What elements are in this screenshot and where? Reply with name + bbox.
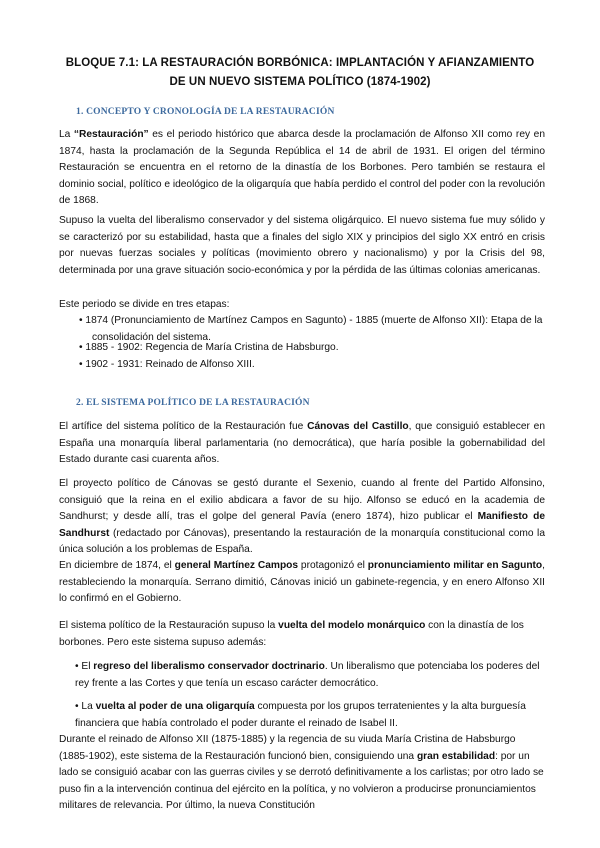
s1-paragraph-2: Supuso la vuelta del liberalismo conservador y del sistema oligárquico. El nuevo sistema fue muy sólido y se caracterizó por su estabilidad, hasta que a finales del siglo XIX y principios del siglo XX entró en crisis por nuevas fuerzas sociales y políticas (movimiento obrero y nacionalismo) y por la Crisis del 98, determinada por una grave situación socio-económica y por la pérdida de las últimas colonias americanas. [59,215,545,276]
s2-paragraph-2: El proyecto político de Cánovas se gestó durante el Sexenio, cuando al frente del Partido Alfonsino, consiguió que la reina en el exilio abdicara a favor de su hijo. Alfonso se educó en la academia de Sandhurst; y desde allí, tras el golpe del general Pavía (enero 1874), hizo publicar el Manifiesto de Sandhurst (redactado por Cánovas), presentando la restauración de la monarquía constitucional como la única solución a los problemas de España. [59,478,545,556]
stage-item-2: • 1885 - 1902: Regencia de María Cristina de Habsburgo. [79,342,339,353]
title-line-2: DE UN NUEVO SISTEMA POLÍTICO (1874-1902) [169,76,431,88]
s2-paragraph-4: El sistema político de la Restauración supuso la vuelta del modelo monárquico con la dinastía de los borbones. Pero este sistema supuso además: [59,620,524,648]
section-2-heading: 2. EL SISTEMA POLÍTICO DE LA RESTAURACIÓN [76,398,310,408]
stage-item-3: • 1902 - 1931: Reinado de Alfonso XIII. [79,359,255,370]
document-title [60,54,540,92]
s2-paragraph-5: Durante el reinado de Alfonso XII (1875-1885) y la regencia de su viuda María Cristina de Habsburgo (1885-1902), este sistema de la Restauración funcionó bien, consiguiendo una gran estabilidad: por un lado se consiguió acabar con las guerras civiles y se derrotó definitivamente a los carlistas; por otro lado se puso fin a la intervención continua del ejército en la política, y no volvieron a producirse pronunciamientos militares de relevancia. Por último, la nueva Constitución [59,734,544,812]
s1-paragraph-3: Este periodo se divide en tres etapas: [59,299,230,310]
feature-item-1: • El regreso del liberalismo conservador doctrinario. Un liberalismo que potenciaba los poderes del rey frente a las Cortes y que tenía un escaso carácter democrático. [75,661,540,689]
section-1-heading: 1. CONCEPTO Y CRONOLOGÍA DE LA RESTAURACIÓN [76,107,335,117]
feature-item-2: • La vuelta al poder de una oligarquía compuesta por los grupos terratenientes y la alta burguesía financiera que había controlado el poder durante el reinado de Isabel II. [75,701,526,729]
title-line-1: BLOQUE 7.1: LA RESTAURACIÓN BORBÓNICA: IMPLANTACIÓN Y AFIANZAMIENTO [65,57,535,69]
s1-paragraph-1: La “Restauración” es el periodo histórico que abarca desde la proclamación de Alfonso XII como rey en 1874, hasta la proclamación de la Segunda República el 14 de abril de 1931. El origen del término Restauración se encuentra en el retorno de la dinastía de los Borbones. Pero también se restaura el dominio social, político e ideológico de la oligarquía que había perdido el control del poder con la revolución de 1868. [59,129,545,207]
s2-paragraph-3: En diciembre de 1874, el general Martínez Campos protagonizó el pronunciamiento militar en Sagunto, restableciendo la monarquía. Serrano dimitió, Cánovas inició un gabinete-regencia, y en enero Alfonso XII lo confirmó en el Gobierno. [59,560,545,605]
stage-item-1: • 1874 (Pronunciamiento de Martínez Campos en Sagunto) - 1885 (muerte de Alfonso XII): Etapa de la consolidación del sistema. [79,315,543,343]
s2-paragraph-1: El artífice del sistema político de la Restauración fue Cánovas del Castillo, que consiguió establecer en España una monarquía liberal parlamentaria (no democrática), que haría posible la gobernabilidad del Estado durante casi cuarenta años. [59,421,545,466]
